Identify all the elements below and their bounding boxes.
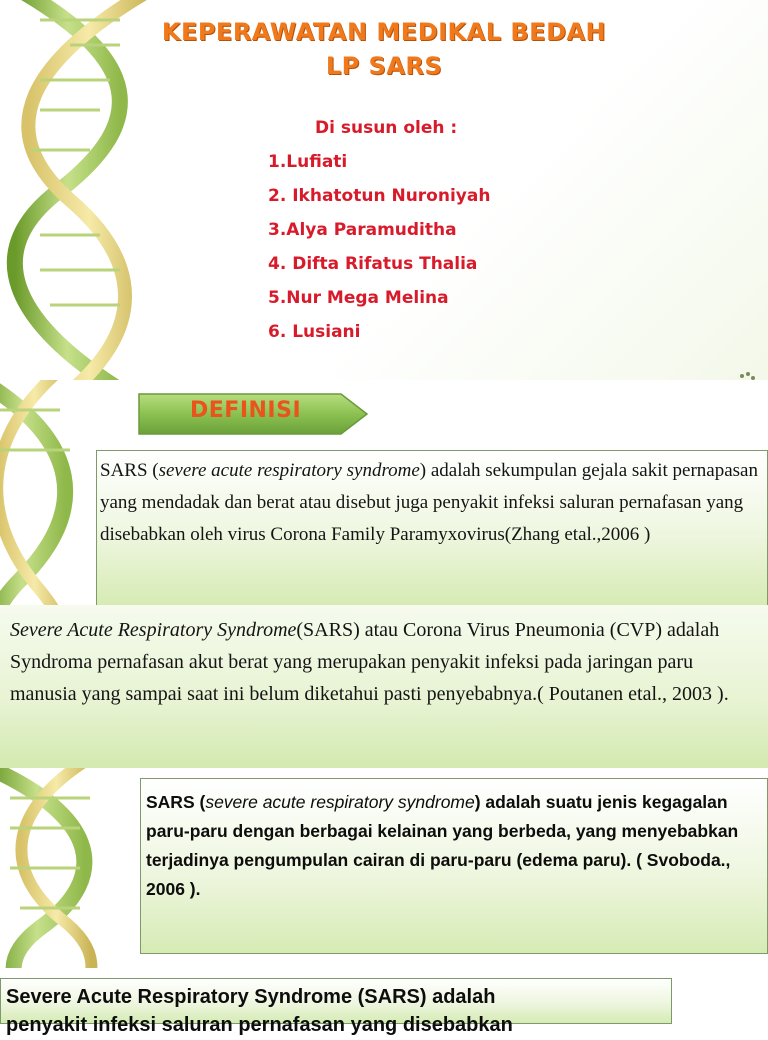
para-text: SARS ( (146, 792, 206, 812)
main-title: KEPERAWATAN MEDIKAL BEDAH (161, 18, 607, 46)
author-item: 2. Ikhatotun Nuroniyah (268, 186, 491, 206)
author-item: 6. Lusiani (268, 322, 361, 342)
para-text: ) adalah sekumpulan gejala sakit pernapasan yang mendadak dan berat atau disebut juga penyakit infeksi saluran pernafasan yang disebabkan oleh virus Corona Family Paramyxovirus(Zhang etal.,2006 ) (100, 460, 758, 545)
para-text: SARS ( (100, 460, 159, 481)
author-item: 3.Alya Paramuditha (268, 220, 457, 240)
author-item: 4. Difta Rifatus Thalia (268, 254, 478, 274)
author-item: 1.Lufiati (268, 152, 348, 172)
authors-heading: Di susun oleh : (315, 118, 458, 138)
para-italic: severe acute respiratory syndrome (205, 792, 475, 812)
dna-helix-decoration (0, 768, 140, 968)
para-text: (SARS) atau Corona Virus Pneumonia (CVP) adalah Syndroma pernafasan akut berat yang merupakan penyakit infeksi pada jaringan paru manusia yang sampai saat ini belum diketahui pasti penyebabnya.( Poutanen etal., 2003 ). (10, 619, 729, 705)
definition-paragraph-2 (10, 614, 762, 710)
decoration-dots (738, 368, 758, 380)
para-text: ) adalah suatu jenis kegagalan paru-paru dengan berbagai kelainan yang berbeda, yang menyebabkan terjadinya pengumpulan cairan di paru-paru (edema paru). ( Svoboda., 2006 ). (146, 792, 739, 899)
para-italic: Severe Acute Respiratory Syndrome (10, 619, 297, 641)
definition-paragraph-4-line2: penyakit infeksi saluran pernafasan yang disebabkan (6, 1014, 513, 1036)
definition-paragraph-3 (146, 788, 764, 904)
definition-paragraph-1 (100, 455, 764, 551)
author-item: 5.Nur Mega Melina (268, 288, 449, 308)
para-italic: severe acute respiratory syndrome (158, 460, 420, 481)
section-label: DEFINISI (190, 398, 302, 423)
subtitle: LP SARS (325, 52, 443, 80)
definition-paragraph-4-line1: Severe Acute Respiratory Syndrome (SARS) adalah (6, 986, 496, 1008)
